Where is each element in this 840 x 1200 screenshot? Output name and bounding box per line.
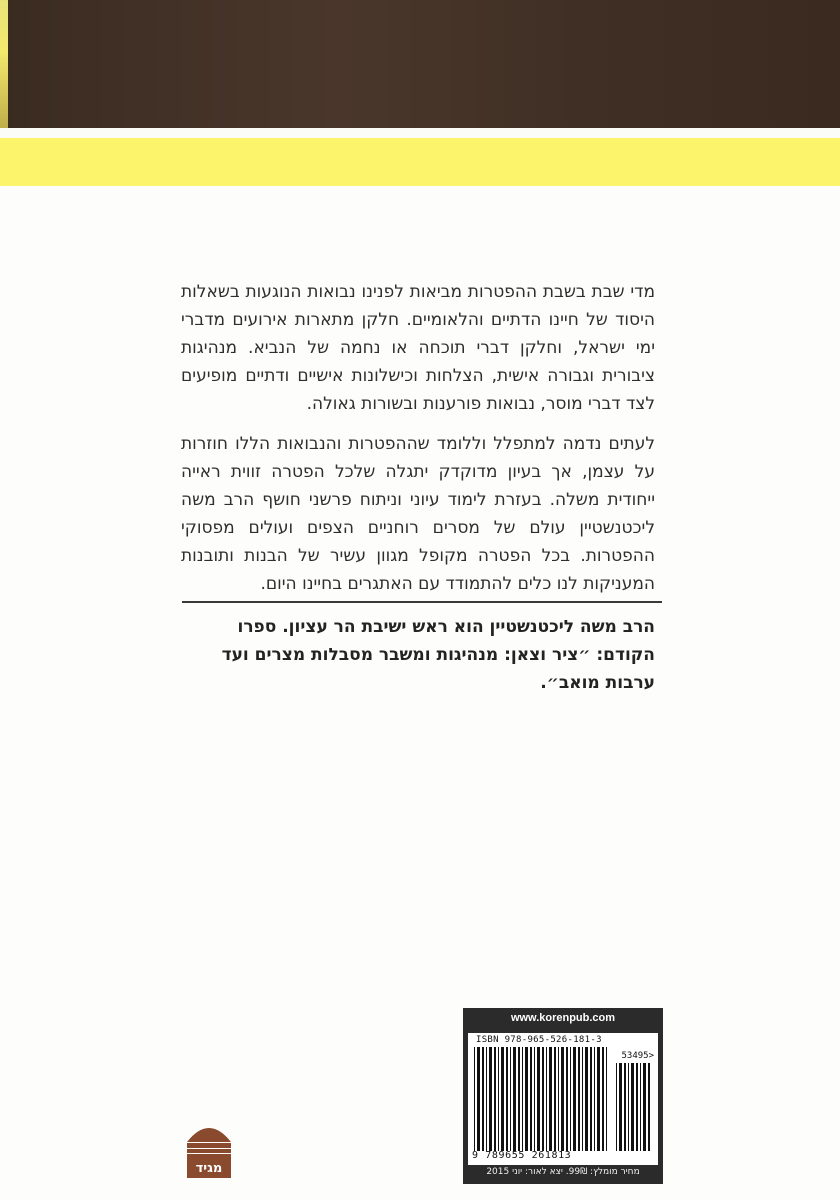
barcode-stripe	[619, 1063, 622, 1151]
barcode-stripe	[585, 1047, 588, 1151]
barcode-stripe	[624, 1063, 626, 1151]
publisher-logo-text: מגיד	[195, 1161, 223, 1176]
barcode-stripe	[537, 1047, 540, 1151]
barcode-stripe	[573, 1047, 576, 1151]
barcode-stripe	[518, 1047, 520, 1151]
barcode-stripe	[489, 1047, 492, 1151]
barcode-stripe	[549, 1047, 552, 1151]
author-name: הרב משה ליכטנשטיין	[489, 617, 655, 637]
barcode-stripe	[640, 1063, 641, 1151]
barcode-stripe	[494, 1047, 496, 1151]
barcode-stripe	[561, 1047, 564, 1151]
publisher-logo	[184, 1120, 234, 1180]
barcode-stripe	[501, 1047, 504, 1151]
barcode-stripe	[570, 1047, 571, 1151]
author-bio	[181, 613, 655, 697]
barcode-stripe	[498, 1047, 499, 1151]
barcode-stripe	[534, 1047, 535, 1151]
section-divider	[182, 601, 662, 603]
back-cover-blurb	[181, 278, 655, 610]
barcode-stripe	[554, 1047, 556, 1151]
barcode-stripe	[510, 1047, 511, 1151]
addon-barcode	[616, 1063, 652, 1151]
barcode-stripe	[474, 1047, 475, 1151]
barcode-stripe	[636, 1063, 638, 1151]
barcode-box	[468, 1033, 658, 1165]
ean-barcode	[474, 1047, 610, 1151]
barcode-stripe	[602, 1047, 604, 1151]
barcode-stripe	[590, 1047, 592, 1151]
cover-yellow-band	[0, 138, 840, 186]
barcode-stripe	[546, 1047, 547, 1151]
barcode-stripe	[566, 1047, 568, 1151]
barcode-stripe	[506, 1047, 508, 1151]
barcode-stripe	[530, 1047, 532, 1151]
price-addon-code: 53495>	[621, 1051, 654, 1061]
ean-digits: 9 789655 261813	[472, 1150, 572, 1161]
blurb-paragraph-1: מדי שבת בשבת ההפטרות מביאות לפנינו נבואות הנוגעות בשאלות היסוד של חיינו הדתיים והלאומיים. חלקן מתארות אירועים מדברי ימי ישראל, וחלקן דברי תוכחה או נחמה של הנביא. מנהיגות ציבורית וגבורה אישית, הצלחות וכישלונות אישיים ודתיים מופיעים לצד דברי מוסר, נבואות פורענות ובשורות גאולה.	[181, 282, 655, 414]
barcode-stripe	[525, 1047, 528, 1151]
cover-top-band	[0, 0, 840, 128]
blurb-paragraph-2: לעתים נדמה למתפלל וללומד שההפטרות והנבואות הללו חוזרות על עצמן, אך בעיון מדוקדק יתגלה שלכל הפטרה זווית ראייה ייחודית משלה. בעזרת לימוד עיוני וניתוח פרשני חושף הרב משה ליכטנשטיין עולם של מסרים רוחניים הצפים ועולים מפסוקי ההפטרות. בכל הפטרה מקופל מגוון עשיר של הבנות ותובנות המעניקות לנו כלים להתמודד עם האתגרים בחיינו היום.	[181, 434, 655, 594]
price-release-line: מחיר מומלץ: 99₪. יצא לאור: יוני 2015	[486, 1167, 640, 1177]
barcode-stripe	[513, 1047, 516, 1151]
publisher-url: www.korenpub.com	[510, 1012, 616, 1024]
barcode-stripe	[542, 1047, 544, 1151]
barcode-stripe	[578, 1047, 580, 1151]
cover-spine-edge	[0, 0, 8, 128]
barcode-stripe	[648, 1063, 650, 1151]
barcode-stripe	[522, 1047, 523, 1151]
barcode-panel	[463, 1008, 663, 1184]
publisher-logo-icon	[184, 1120, 234, 1180]
author-bio-text: הוא ראש ישיבת הר עציון. ספרו הקודם: ״ציר וצאן: מנהיגות ומשבר מסבלות מצרים ועד ערבות מואב״.	[221, 617, 655, 693]
barcode-stripe	[486, 1047, 487, 1151]
barcode-stripe	[582, 1047, 583, 1151]
barcode-stripe	[631, 1063, 634, 1151]
barcode-stripe	[597, 1047, 600, 1151]
barcode-stripe	[616, 1063, 617, 1151]
band-gap	[0, 128, 840, 138]
isbn-number: ISBN 978-965-526-181-3	[476, 1035, 602, 1045]
barcode-stripe	[606, 1047, 607, 1151]
barcode-stripe	[558, 1047, 559, 1151]
barcode-stripe	[477, 1047, 480, 1151]
barcode-stripe	[594, 1047, 595, 1151]
barcode-stripe	[482, 1047, 484, 1151]
barcode-stripe	[643, 1063, 646, 1151]
barcode-stripe	[628, 1063, 629, 1151]
